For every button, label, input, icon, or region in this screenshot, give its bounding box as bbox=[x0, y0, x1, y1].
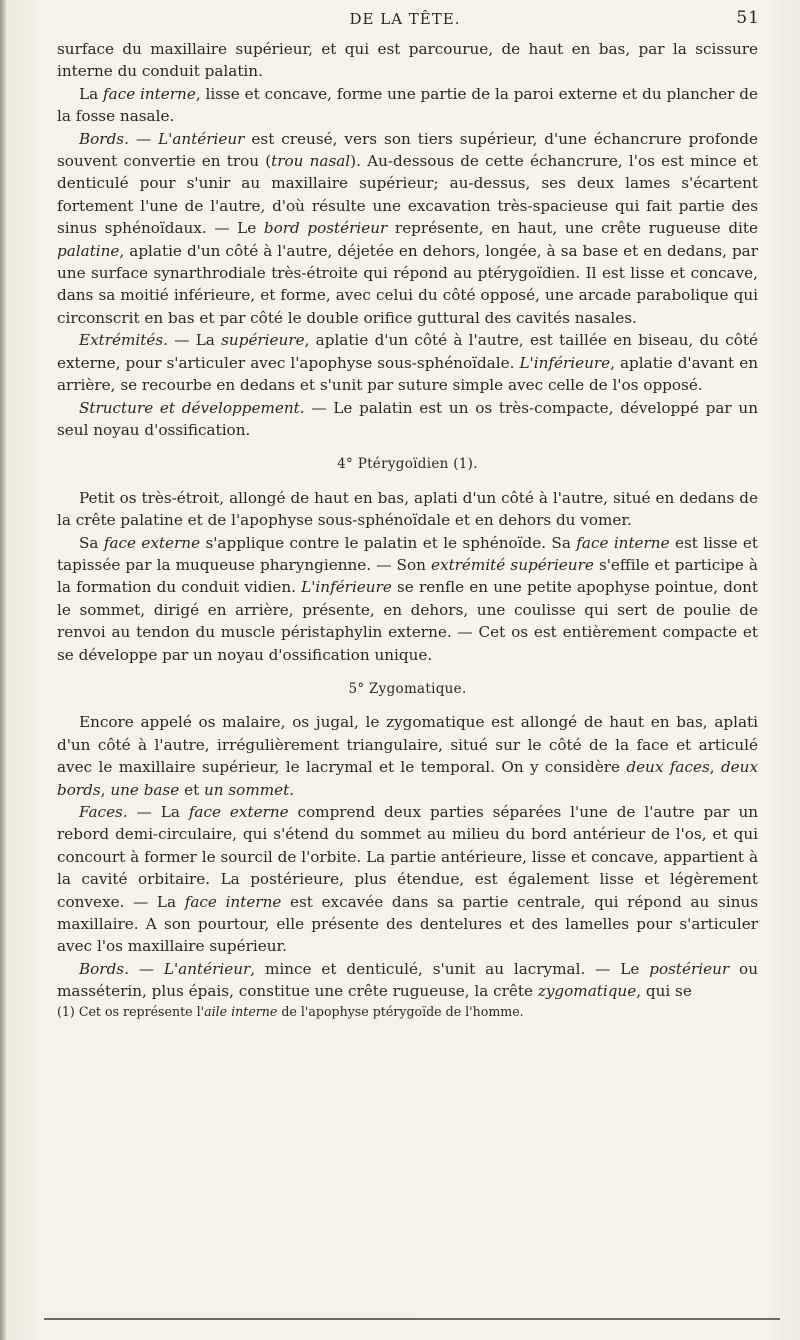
paragraph-zygomatique-bords: Bords. — L'antérieur, mince et denticulé, s'unit au lacrymal. — Le postérieur ou masséterin, plus épais, constitue une crête rugueuse, la crête zygomatique, qui se bbox=[57, 959, 758, 1001]
section-heading-pterygoidien: 4° Ptérygoïdien (1). bbox=[337, 456, 478, 473]
paragraph-structure: Structure et développement. — Le palatin est un os très-compacte, développé par un seul noyau d'ossification. bbox=[57, 398, 758, 439]
running-title: DE LA TÊTE. bbox=[349, 10, 461, 28]
footnote: (1) Cet os représente l'aile interne de l'apophyse ptérygoïde de l'homme. bbox=[57, 1003, 524, 1019]
section-heading-zygomatique: 5° Zygomatique. bbox=[348, 680, 467, 697]
paragraph-bords: Bords. — L'antérieur est creusé, vers son tiers supérieur, d'une échancrure profonde souvent convertie en trou (trou nasal). Au-dessous de cette échancrure, l'os est mince et denticulé pour s'unir au maxillaire supérieur; au-dessus, ses deux lames s'écartent fortement l'une de l'autre, d'où résulte une excavation très-spacieuse qui fait partie des sinus sphénoïdaux. — Le bord postérieur représente, en haut, une crête rugueuse dite palatine, aplatie d'un côté à l'autre, déjetée en dehors, longée, à sa base et en dedans, par une surface synarthrodiale très-étroite qui répond au ptérygoïdien. Il est lisse et concave, dans sa moitié inférieure, et forme, avec celui du côté opposé, une arcade parabolique qui circonscrit en bas et par côté le double orifice guttural des cavités nasales. bbox=[57, 129, 759, 327]
paragraph-continuation: surface du maxillaire supérieur, et qui est parcourue, de haut en bas, par la scissure interne du conduit palatin. bbox=[57, 40, 758, 81]
paragraph-zygomatique-faces: Faces. — La face externe comprend deux parties séparées l'une de l'autre par un rebord demi-circulaire, qui s'étend du sommet au milieu du bord antérieur de l'os, et qui concourt à former le sourcil de l'orbite. La partie antérieure, lisse et concave, appartient à la cavité orbitaire. La postérieure, plus étendue, est également lisse et légèrement convexe. — La face interne est excavée dans sa partie centrale, qui répond au sinus maxillaire. A son pourtour, elle présente des dentelures et des lamelles pour s'articuler avec l'os maxillaire supérieur. bbox=[57, 803, 759, 956]
page-header bbox=[50, 8, 760, 34]
paragraph-pterygoidien-faces: Sa face externe s'applique contre le palatin et le sphénoïde. Sa face interne est lisse et tapissée par la muqueuse pharyngienne. — Son extrémité supérieure s'effile et participe à la formation du conduit vidien. L'inférieure se renfle en une petite apophyse pointue, dont le sommet, dirigé en arrière, présente, en dehors, une coulisse qui sert de poulie de renvoi au tendon du muscle péristaphylin externe. — Cet os est entièrement compacte et se développe par un noyau d'ossification unique. bbox=[57, 533, 758, 664]
paragraph-face-interne: La face interne, lisse et concave, forme une partie de la paroi externe et du plancher de la fosse nasale. bbox=[57, 84, 758, 126]
paragraph-zygomatique-intro: Encore appelé os malaire, os jugal, le zygomatique est allongé de haut en bas, aplati d'un côté à l'autre, irrégulièrement triangulaire, situé sur le côté de la face et articulé avec le maxillaire supérieur, le lacrymal et le temporal. On y considère deux faces, deux bords, une base et un sommet. bbox=[57, 713, 759, 799]
page-bottom-edge bbox=[44, 1318, 780, 1320]
page-number: 51 bbox=[736, 8, 760, 28]
page-body bbox=[57, 38, 758, 1021]
binding-shadow bbox=[0, 0, 6, 1340]
paragraph-extremites: Extrémités. — La supérieure, aplatie d'un côté à l'autre, est taillée en biseau, du côté externe, pour s'articuler avec l'apophyse sous-sphénoïdale. L'inférieure, aplatie d'avant en arrière, se recourbe en dedans et s'unit par suture simple avec celle de l'os opposé. bbox=[57, 331, 758, 395]
paragraph-pterygoidien-intro: Petit os très-étroit, allongé de haut en bas, aplati d'un côté à l'autre, situé en dedans de la crête palatine et de l'apophyse sous-sphénoïdale et en dehors du vomer. bbox=[57, 488, 758, 530]
